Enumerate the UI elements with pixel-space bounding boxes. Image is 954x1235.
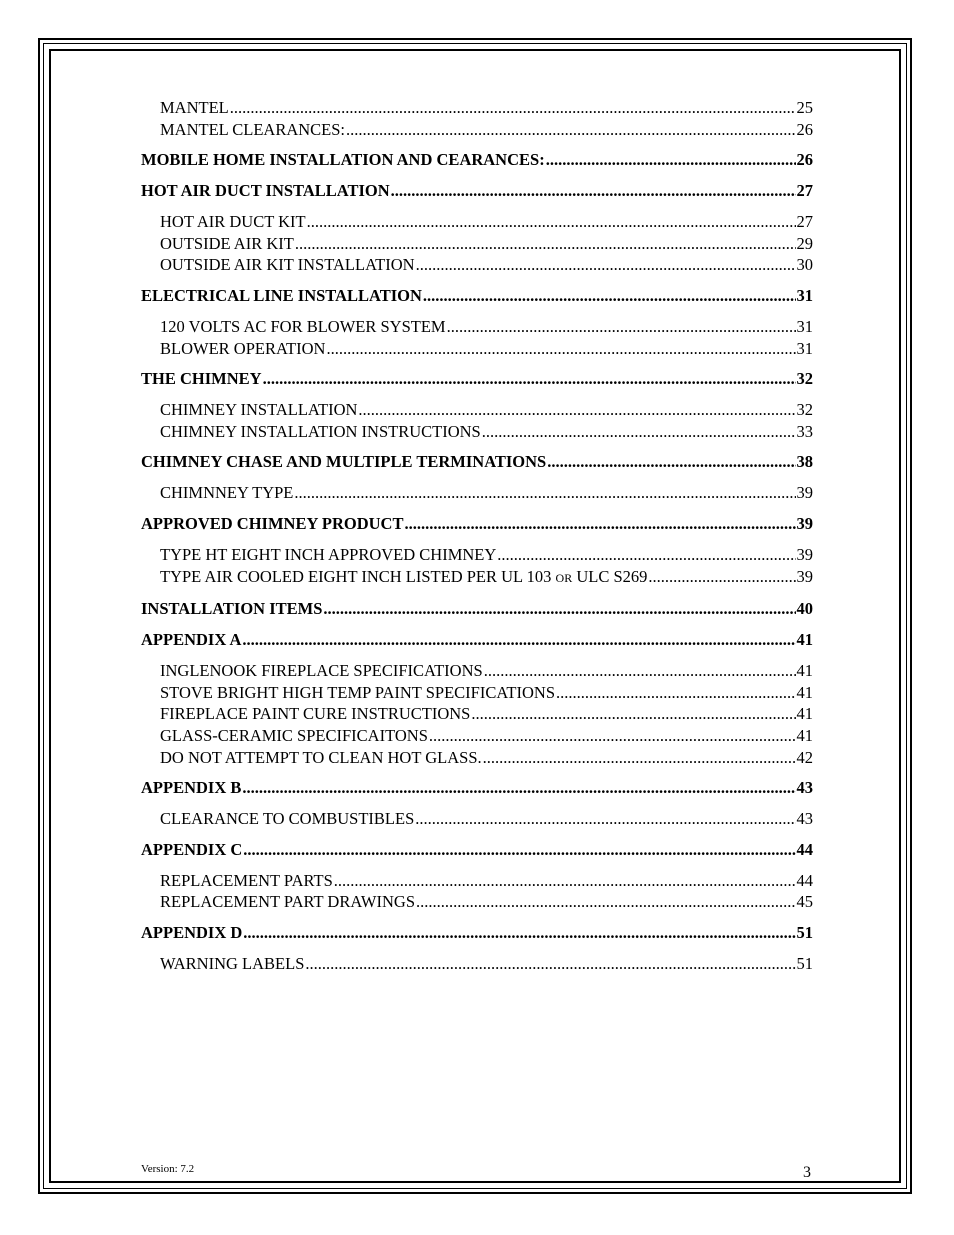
page-number: 3 xyxy=(803,1164,811,1181)
toc-entry-label: APPENDIX C xyxy=(141,839,243,859)
toc-entry-label: HOT AIR DUCT INSTALLATION xyxy=(141,181,390,201)
toc-page-number: 41 xyxy=(796,661,813,681)
dot-leader xyxy=(546,149,796,171)
toc-page-number: 39 xyxy=(796,483,813,503)
toc-subsection-entry[interactable] xyxy=(141,566,813,590)
table-of-contents xyxy=(141,97,813,974)
dot-leader xyxy=(423,285,796,307)
dot-leader xyxy=(416,254,796,276)
toc-page-number: 45 xyxy=(796,892,813,912)
dot-leader xyxy=(447,316,796,338)
toc-subsection-entry[interactable] xyxy=(141,870,813,892)
toc-subsection-entry[interactable] xyxy=(141,399,813,421)
toc-subsection-entry[interactable] xyxy=(141,316,813,338)
dot-leader xyxy=(243,922,795,944)
toc-subsection-entry[interactable] xyxy=(141,421,813,443)
dot-leader xyxy=(556,682,796,704)
toc-entry-label: FIREPLACE PAINT CURE INSTRUCTIONS xyxy=(160,704,471,724)
dot-leader xyxy=(243,839,795,861)
toc-entry-label: INSTALLATION ITEMS xyxy=(141,599,323,619)
toc-page-number: 42 xyxy=(796,747,813,767)
toc-entry-label: APPENDIX A xyxy=(141,630,242,650)
toc-entry-label: REPLACEMENT PARTS xyxy=(160,870,333,890)
dot-leader xyxy=(334,870,796,892)
toc-page-number: 30 xyxy=(796,255,813,275)
toc-subsection-entry[interactable] xyxy=(141,808,813,830)
toc-entry-label: GLASS-CERAMIC SPECIFICAITONS xyxy=(160,725,428,745)
toc-entry-label: REPLACEMENT PART DRAWINGS xyxy=(160,892,416,912)
toc-entry-label-or: OR xyxy=(555,570,573,585)
toc-page-number: 51 xyxy=(796,922,813,942)
footer-version: Version: 7.2 xyxy=(141,1163,195,1175)
toc-entry-label-part: ULC S269 xyxy=(572,566,648,586)
toc-subsection-entry[interactable] xyxy=(141,338,813,360)
dot-leader xyxy=(230,97,796,119)
toc-page-number: 33 xyxy=(796,421,813,441)
dot-leader xyxy=(404,513,795,535)
toc-page-number: 32 xyxy=(796,400,813,420)
toc-entry-label: MANTEL CLEARANCES: xyxy=(160,119,346,139)
toc-entry-label: TYPE HT EIGHT INCH APPROVED CHIMNEY xyxy=(160,544,497,564)
toc-subsection-entry[interactable] xyxy=(141,544,813,566)
toc-section-entry[interactable] xyxy=(141,839,813,861)
toc-subsection-entry[interactable] xyxy=(141,682,813,704)
toc-entry-label xyxy=(160,566,647,590)
dot-leader xyxy=(471,703,795,725)
toc-entry-label: DO NOT ATTEMPT TO CLEAN HOT GLASS. xyxy=(160,747,482,767)
dot-leader xyxy=(305,953,795,975)
toc-entry-label: CHIMNEY INSTALLATION INSTRUCTIONS xyxy=(160,421,481,441)
dot-leader xyxy=(429,725,796,747)
toc-entry-label: CHIMNEY CHASE AND MULTIPLE TERMINATIONS xyxy=(141,452,547,472)
dot-leader xyxy=(391,180,796,202)
toc-section-entry[interactable] xyxy=(141,922,813,944)
dot-leader xyxy=(497,544,795,566)
toc-entry-label: MANTEL xyxy=(160,98,229,117)
toc-page-number: 44 xyxy=(796,839,813,859)
dot-leader xyxy=(483,747,796,769)
toc-page-number: 26 xyxy=(796,150,813,170)
dot-leader xyxy=(307,211,796,233)
toc-subsection-entry[interactable] xyxy=(141,747,813,769)
dot-leader xyxy=(416,891,795,913)
toc-subsection-entry[interactable] xyxy=(141,119,813,141)
toc-page-number: 41 xyxy=(796,630,813,650)
toc-page-number: 51 xyxy=(796,953,813,973)
toc-entry-label: CHIMNEY INSTALLATION xyxy=(160,400,358,420)
toc-entry-label: MOBILE HOME INSTALLATION AND CEARANCES: xyxy=(141,150,545,170)
toc-entry-label: WARNING LABELS xyxy=(160,953,305,973)
toc-section-entry[interactable] xyxy=(141,451,813,473)
toc-page-number: 38 xyxy=(796,452,813,472)
toc-page-number: 29 xyxy=(796,233,813,253)
toc-entry-label: CHIMNNEY TYPE xyxy=(160,483,294,503)
toc-subsection-entry[interactable] xyxy=(141,953,813,975)
dot-leader xyxy=(323,598,795,620)
toc-entry-label: APPENDIX D xyxy=(141,922,243,942)
toc-entry-label: ELECTRICAL LINE INSTALLATION xyxy=(141,285,422,305)
toc-page-number: 43 xyxy=(796,809,813,829)
toc-entry-label: CLEARANCE TO COMBUSTIBLES xyxy=(160,809,415,829)
toc-section-entry[interactable] xyxy=(141,513,813,535)
toc-page-number: 27 xyxy=(796,181,813,201)
dot-leader xyxy=(358,399,795,421)
toc-page-number: 31 xyxy=(796,316,813,336)
toc-subsection-entry[interactable] xyxy=(141,233,813,255)
dot-leader xyxy=(648,566,795,588)
toc-entry-label: OUTSIDE AIR KIT xyxy=(160,233,294,253)
dot-leader xyxy=(482,421,796,443)
toc-entry-label: APPROVED CHIMNEY PRODUCT xyxy=(141,513,404,533)
dot-leader xyxy=(346,119,795,141)
toc-page-number: 31 xyxy=(796,338,813,358)
dot-leader xyxy=(242,629,795,651)
dot-leader xyxy=(415,808,795,830)
toc-subsection-entry[interactable] xyxy=(141,211,813,233)
toc-section-entry[interactable] xyxy=(141,598,813,620)
dot-leader xyxy=(263,368,796,390)
toc-page-number: 26 xyxy=(796,119,813,139)
toc-entry-label-part: TYPE AIR COOLED EIGHT INCH LISTED PER UL 103 xyxy=(160,566,556,586)
dot-leader xyxy=(484,660,796,682)
toc-page-number: 41 xyxy=(796,725,813,745)
toc-section-entry[interactable] xyxy=(141,285,813,307)
toc-subsection-entry[interactable] xyxy=(141,254,813,276)
dot-leader xyxy=(547,451,795,473)
toc-section-entry[interactable] xyxy=(141,629,813,651)
toc-subsection-entry[interactable] xyxy=(141,725,813,747)
toc-entry-label: INGLENOOK FIREPLACE SPECIFICATIONS xyxy=(160,661,483,681)
toc-page-number: 31 xyxy=(796,285,813,305)
toc-entry-label: OUTSIDE AIR KIT INSTALLATION xyxy=(160,255,415,275)
toc-subsection-entry[interactable] xyxy=(141,703,813,725)
toc-entry-label: THE CHIMNEY xyxy=(141,369,262,389)
toc-subsection-entry[interactable] xyxy=(141,660,813,682)
toc-page-number: 27 xyxy=(796,212,813,232)
toc-subsection-entry[interactable] xyxy=(141,891,813,913)
toc-page-number: 39 xyxy=(796,566,813,586)
dot-leader xyxy=(242,777,795,799)
toc-entry-label: STOVE BRIGHT HIGH TEMP PAINT SPECIFICATIONS xyxy=(160,682,555,702)
dot-leader xyxy=(326,338,795,360)
toc-page-number: 25 xyxy=(796,98,813,117)
dot-leader xyxy=(295,233,796,255)
toc-section-entry[interactable] xyxy=(141,368,813,390)
toc-page-number: 41 xyxy=(796,704,813,724)
toc-section-entry[interactable] xyxy=(141,180,813,202)
toc-page-number: 40 xyxy=(796,599,813,619)
toc-page-number: 43 xyxy=(796,778,813,798)
toc-page-number: 39 xyxy=(796,513,813,533)
toc-subsection-entry[interactable] xyxy=(141,482,813,504)
toc-page-number: 41 xyxy=(796,682,813,702)
toc-page-number: 39 xyxy=(796,544,813,564)
dot-leader xyxy=(294,482,795,504)
toc-page-number: 44 xyxy=(796,870,813,890)
toc-entry-label: 120 VOLTS AC FOR BLOWER SYSTEM xyxy=(160,316,446,336)
toc-page-number: 32 xyxy=(796,369,813,389)
toc-section-entry[interactable] xyxy=(141,149,813,171)
toc-section-entry[interactable] xyxy=(141,777,813,799)
toc-subsection-entry[interactable] xyxy=(141,97,813,119)
toc-entry-label: BLOWER OPERATION xyxy=(160,338,326,358)
toc-entry-label: HOT AIR DUCT KIT xyxy=(160,212,306,232)
toc-entry-label: APPENDIX B xyxy=(141,778,242,798)
